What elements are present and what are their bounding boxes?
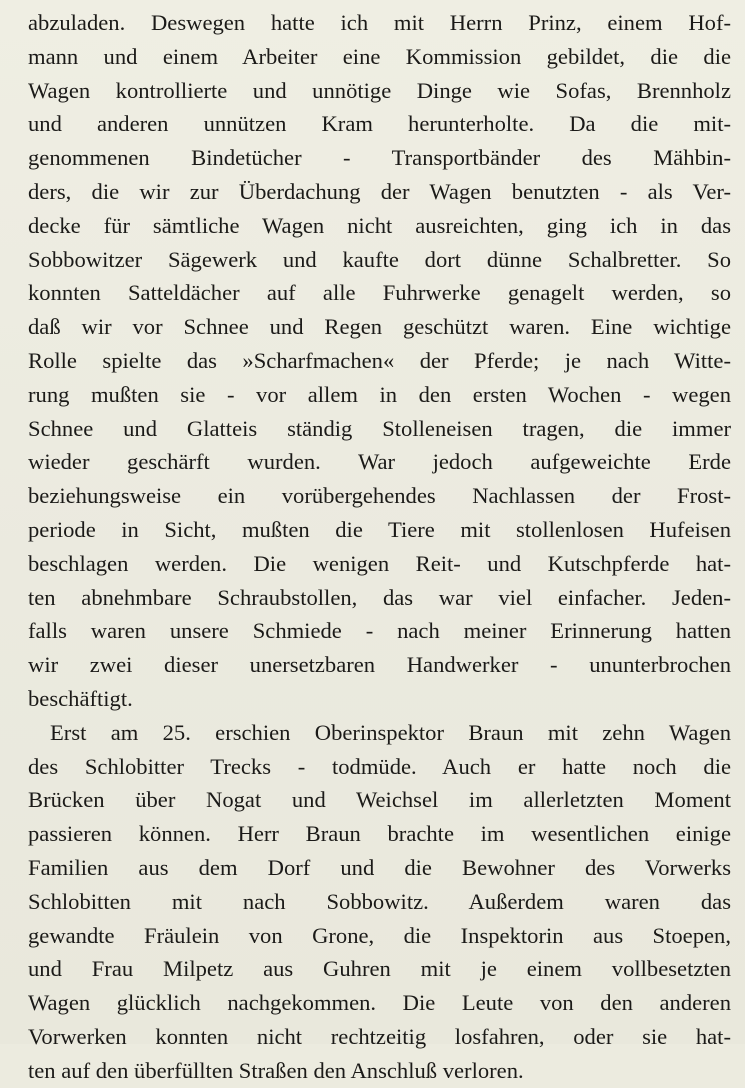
text-line: Brücken über Nogat und Weichsel im allerletzten Moment: [28, 787, 731, 813]
text-line: Erst am 25. erschien Oberinspektor Braun mit zehn Wagen: [50, 719, 731, 745]
text-line: daß wir vor Schnee und Regen geschützt waren. Eine wichtige: [28, 314, 731, 340]
text-line: beschäftigt.: [28, 685, 133, 711]
text-line: wieder geschärft wurden. War jedoch aufgeweichte Erde: [28, 449, 731, 475]
text-line: decke für sämtliche Wagen nicht ausreichten, ging ich in das: [28, 212, 731, 238]
paragraph: [28, 6, 731, 716]
text-line: des Schlobitter Trecks - todmüde. Auch er hatte noch die: [28, 753, 731, 779]
text-line: genommenen Bindetücher - Transportbänder des Mähbin-: [28, 145, 731, 171]
text-line: Vorwerken konnten nicht rechtzeitig losfahren, oder sie hat-: [28, 1023, 731, 1049]
text-line: Familien aus dem Dorf und die Bewohner des Vorwerks: [28, 854, 731, 880]
text-line: periode in Sicht, mußten die Tiere mit stollenlosen Hufeisen: [28, 516, 731, 542]
text-line: Wagen kontrollierte und unnötige Dinge wie Sofas, Brennholz: [28, 77, 731, 103]
text-line: Sobbowitzer Sägewerk und kaufte dort dünne Schalbretter. So: [28, 246, 731, 272]
text-line: ten auf den überfüllten Straßen den Anschluß verloren.: [28, 1057, 524, 1083]
body-text: [28, 6, 731, 1088]
text-line: falls waren unsere Schmiede - nach meiner Erinnerung hatten: [28, 618, 731, 644]
text-line: konnten Satteldächer auf alle Fuhrwerke genagelt werden, so: [28, 280, 731, 306]
text-line: ten abnehmbare Schraubstollen, das war viel einfacher. Jeden-: [28, 584, 731, 610]
text-line: ders, die wir zur Überdachung der Wagen benutzten - als Ver-: [28, 178, 731, 204]
text-line: Schnee und Glatteis ständig Stolleneisen tragen, die immer: [28, 415, 731, 441]
text-line: und anderen unnützen Kram herunterholte. Da die mit-: [28, 111, 731, 137]
text-line: mann und einem Arbeiter eine Kommission gebildet, die die: [28, 43, 731, 69]
text-line: Rolle spielte das »Scharfmachen« der Pferde; je nach Witte-: [28, 347, 731, 373]
text-line: gewandte Fräulein von Grone, die Inspektorin aus Stoepen,: [28, 922, 731, 948]
text-line: beschlagen werden. Die wenigen Reit- und Kutschpferde hat-: [28, 550, 731, 576]
text-line: abzuladen. Deswegen hatte ich mit Herrn Prinz, einem Hof-: [28, 10, 731, 35]
text-line: beziehungsweise ein vorübergehendes Nachlassen der Frost-: [28, 483, 731, 509]
text-line: passieren können. Herr Braun brachte im wesentlichen einige: [28, 821, 731, 847]
text-line: Wagen glücklich nachgekommen. Die Leute von den anderen: [28, 990, 731, 1016]
text-line: rung mußten sie - vor allem in den ersten Wochen - wegen: [28, 381, 731, 407]
text-line: und Frau Milpetz aus Guhren mit je einem vollbesetzten: [28, 956, 731, 982]
paragraph: [28, 716, 731, 1088]
text-line: Schlobitten mit nach Sobbowitz. Außerdem waren das: [28, 888, 731, 914]
text-line: wir zwei dieser unersetzbaren Handwerker - ununterbrochen: [28, 652, 731, 678]
